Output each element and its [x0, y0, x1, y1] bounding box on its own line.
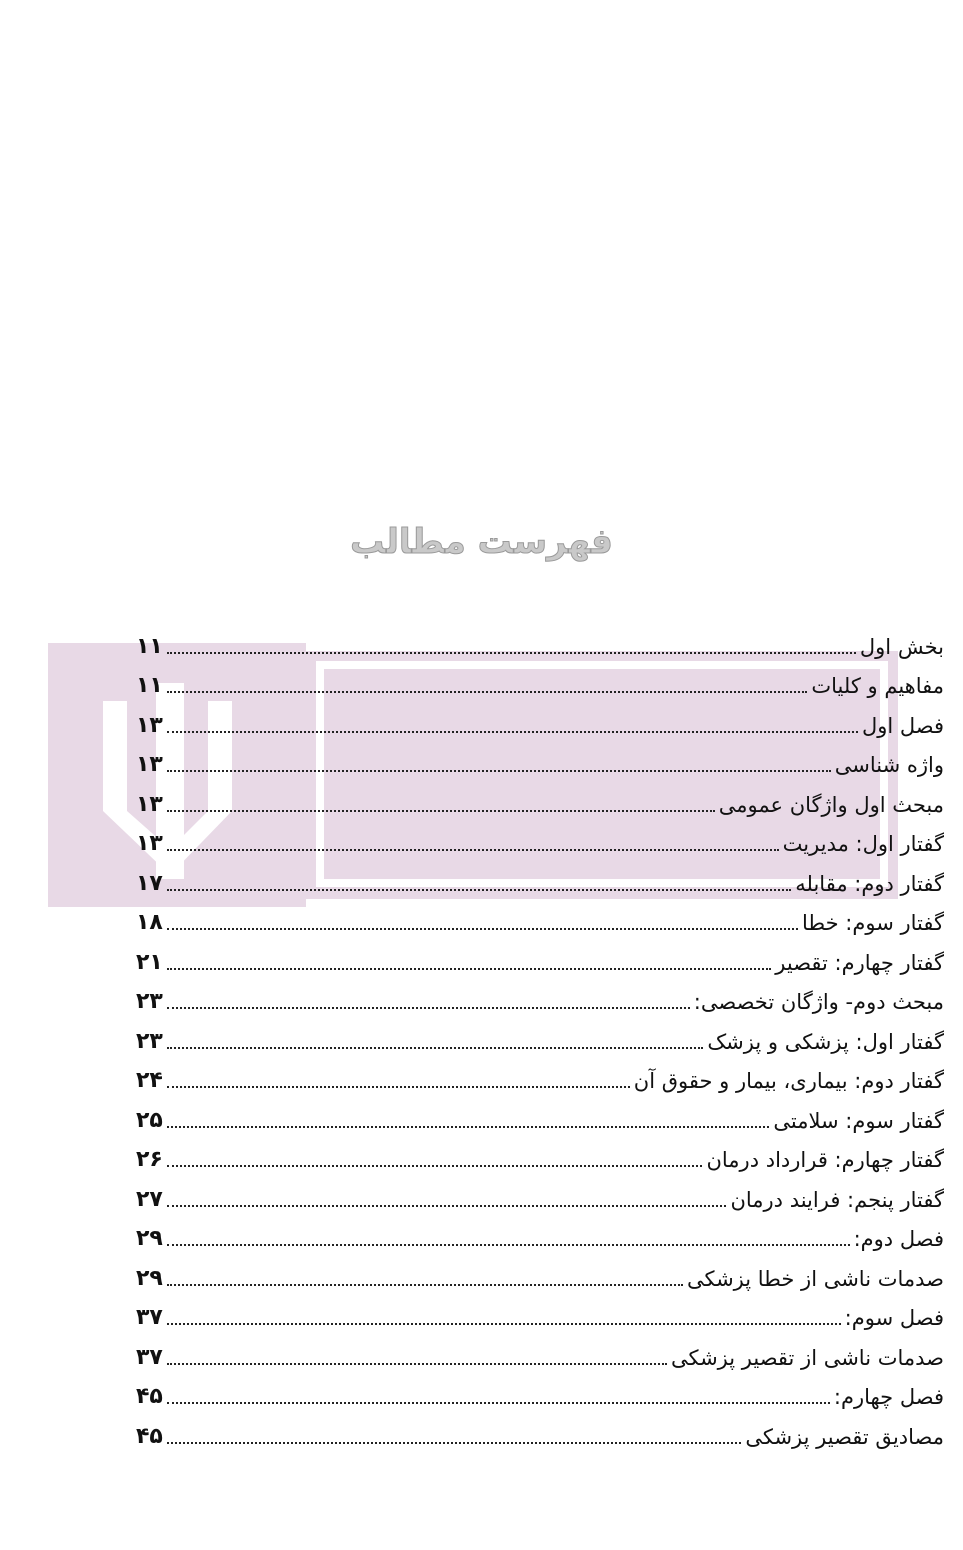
- toc-page-number: ۱۳: [136, 831, 163, 856]
- toc-leader-dots: [167, 1086, 630, 1088]
- toc-row: [136, 1177, 944, 1217]
- toc-entry-label: گفتار اول: پزشکی و پزشک: [707, 1029, 944, 1054]
- toc-page-number: ۲۳: [136, 989, 163, 1014]
- toc-entry-label: فصل اول: [861, 713, 944, 738]
- toc-entry-label: گفتار چهارم: تقصیر: [775, 950, 944, 975]
- toc-row: [136, 861, 944, 901]
- toc-row: [136, 940, 944, 980]
- toc-entry-label: بخش اول: [859, 634, 944, 659]
- toc-row: [136, 1335, 944, 1375]
- toc-page-number: ۲۴: [136, 1068, 163, 1093]
- toc-page-number: ۱۷: [136, 870, 163, 896]
- toc-row: [136, 1256, 944, 1296]
- toc-entry-label: گفتار سوم: سلامتی: [773, 1108, 944, 1133]
- toc-page-number: ۲۵: [136, 1107, 163, 1133]
- toc-entry-label: صدمات ناشی از خطا پزشکی: [686, 1266, 944, 1291]
- toc-row: [136, 980, 944, 1020]
- toc-page-number: ۲۳: [136, 1028, 163, 1054]
- toc-leader-dots: [167, 928, 798, 930]
- toc-leader-dots: [167, 1284, 683, 1286]
- toc-page-number: ۳۷: [136, 1305, 163, 1330]
- toc-row: [136, 664, 944, 704]
- toc-row: [136, 782, 944, 822]
- toc-page-number: ۴۵: [136, 1423, 163, 1449]
- toc-row: [136, 1138, 944, 1178]
- toc-page-number: ۱۱: [136, 633, 163, 659]
- toc-leader-dots: [167, 1363, 667, 1365]
- toc-leader-dots: [167, 691, 808, 693]
- toc-leader-dots: [167, 810, 715, 812]
- toc-row: [136, 743, 944, 783]
- toc-leader-dots: [167, 1047, 704, 1049]
- toc-row: [136, 1098, 944, 1138]
- toc-entry-label: گفتار دوم: مقابله: [795, 871, 944, 896]
- toc-row: [136, 703, 944, 743]
- toc-entry-label: واژه شناسی: [834, 753, 944, 777]
- toc-entry-label: فصل چهارم:: [833, 1385, 944, 1409]
- toc-page-number: ۴۵: [136, 1384, 163, 1409]
- toc-row: [136, 901, 944, 941]
- toc-page-number: ۱۸: [136, 910, 163, 935]
- toc-entry-label: فصل دوم:: [853, 1227, 944, 1251]
- toc-leader-dots: [167, 1007, 690, 1009]
- page-title: فهرست مطالب: [350, 522, 613, 562]
- toc-leader-dots: [167, 652, 856, 654]
- toc-page-number: ۱۳: [136, 752, 163, 777]
- toc-page-number: ۱۱: [136, 673, 163, 698]
- toc-page-number: ۲۱: [136, 949, 163, 975]
- table-of-contents: [136, 624, 944, 1454]
- toc-leader-dots: [167, 731, 858, 733]
- toc-leader-dots: [167, 770, 831, 772]
- toc-leader-dots: [167, 968, 771, 970]
- toc-row: [136, 1414, 944, 1454]
- toc-page-number: ۲۶: [136, 1147, 163, 1172]
- toc-leader-dots: [167, 1402, 830, 1404]
- toc-row: [136, 822, 944, 862]
- toc-entry-label: مبحث اول واژگان عمومی: [718, 792, 944, 817]
- toc-row: [136, 624, 944, 664]
- toc-row: [136, 1296, 944, 1336]
- toc-entry-label: فصل سوم:: [844, 1306, 944, 1330]
- toc-entry-label: مبحث دوم- واژگان تخصصی:: [693, 990, 944, 1014]
- toc-leader-dots: [167, 1126, 770, 1128]
- toc-page-number: ۱۳: [136, 712, 163, 738]
- toc-entry-label: مصادیق تقصیر پزشکی: [745, 1424, 944, 1449]
- toc-entry-label: گفتار پنجم: فرایند درمان: [730, 1187, 944, 1212]
- toc-leader-dots: [167, 889, 791, 891]
- toc-row: [136, 1019, 944, 1059]
- toc-page-number: ۲۹: [136, 1226, 163, 1251]
- toc-entry-label: صدمات ناشی از تقصیر پزشکی: [670, 1345, 944, 1370]
- toc-page-number: ۲۹: [136, 1265, 163, 1291]
- toc-leader-dots: [167, 1442, 741, 1444]
- toc-entry-label: مفاهیم و کلیات: [811, 674, 944, 698]
- toc-page-number: ۳۷: [136, 1344, 163, 1370]
- toc-leader-dots: [167, 1244, 850, 1246]
- toc-leader-dots: [167, 1165, 703, 1167]
- toc-entry-label: گفتار چهارم: قرارداد درمان: [706, 1148, 944, 1172]
- toc-leader-dots: [167, 849, 779, 851]
- toc-row: [136, 1217, 944, 1257]
- toc-row: [136, 1375, 944, 1415]
- toc-leader-dots: [167, 1323, 841, 1325]
- toc-page-number: ۱۳: [136, 791, 163, 817]
- toc-row: [136, 1059, 944, 1099]
- toc-leader-dots: [167, 1205, 727, 1207]
- toc-entry-label: گفتار سوم: خطا: [802, 911, 944, 935]
- toc-page-number: ۲۷: [136, 1186, 163, 1212]
- toc-entry-label: گفتار دوم: بیماری، بیمار و حقوق آن: [633, 1069, 944, 1093]
- toc-entry-label: گفتار اول: مدیریت: [782, 832, 944, 856]
